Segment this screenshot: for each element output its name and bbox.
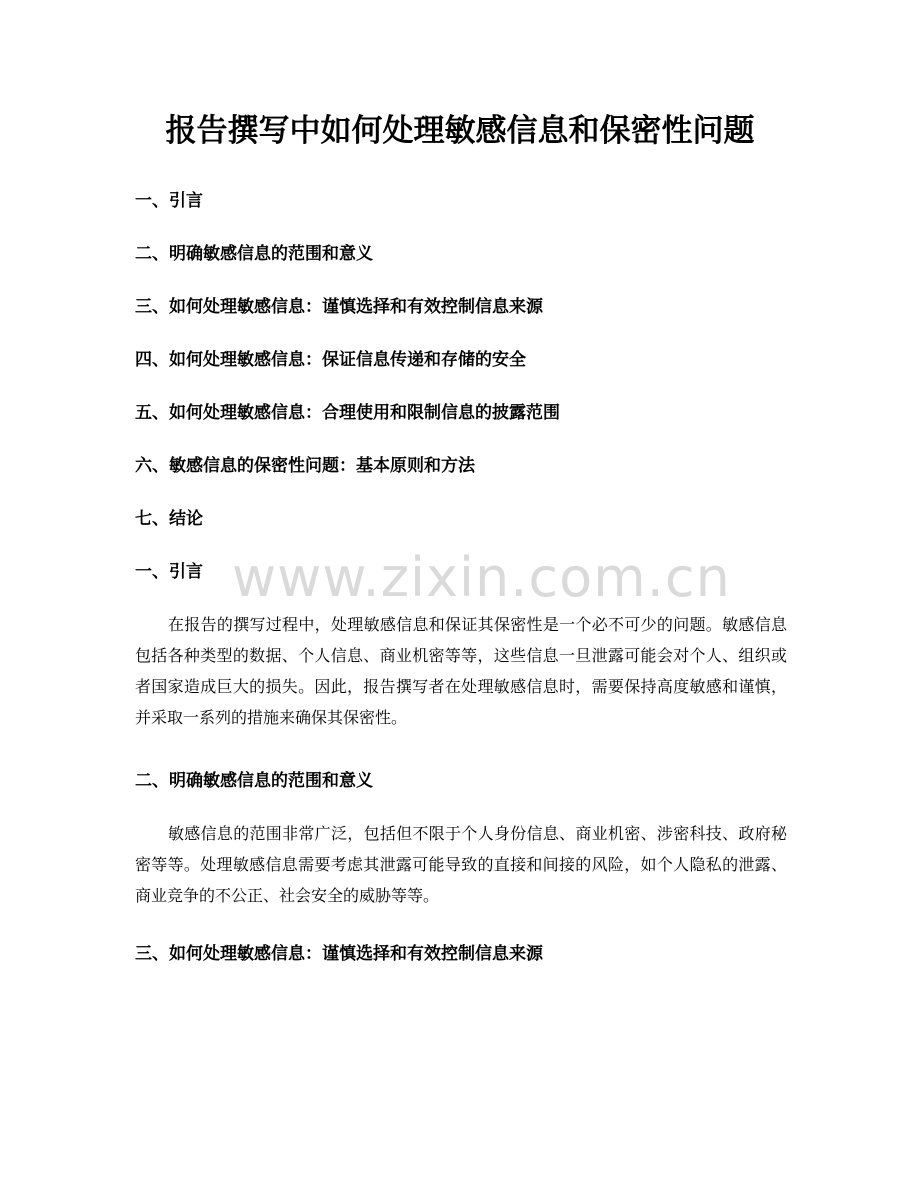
toc-item: 三、如何处理敏感信息：谨慎选择和有效控制信息来源 bbox=[135, 297, 543, 317]
section-heading: 三、如何处理敏感信息：谨慎选择和有效控制信息来源 bbox=[135, 944, 543, 964]
toc-item: 五、如何处理敏感信息：合理使用和限制信息的披露范围 bbox=[135, 403, 560, 423]
toc-item: 四、如何处理敏感信息：保证信息传递和存储的安全 bbox=[135, 350, 526, 370]
section-heading: 一、引言 bbox=[135, 562, 203, 582]
section-paragraph: 敏感信息的范围非常广泛，包括但不限于个人身份信息、商业机密、涉密科技、政府秘密等等。处理敏感信息需要考虑其泄露可能导致的直接和间接的风险，如个人隐私的泄露、商业竞争的不公正、社会安全的威胁等等。 bbox=[135, 824, 787, 905]
toc-item: 七、结论 bbox=[135, 509, 203, 529]
section-paragraph: 在报告的撰写过程中，处理敏感信息和保证其保密性是一个必不可少的问题。敏感信息包括各种类型的数据、个人信息、商业机密等等，这些信息一旦泄露可能会对个人、组织或者国家造成巨大的损失。因此，报告撰写者在处理敏感信息时，需要保持高度敏感和谨慎，并采取一系列的措施来确保其保密性。 bbox=[135, 615, 787, 727]
toc-item: 一、引言 bbox=[135, 191, 203, 211]
table-of-contents bbox=[135, 186, 795, 557]
watermark: www.zixin.com.cn bbox=[232, 546, 731, 609]
toc-item: 六、敏感信息的保密性问题：基本原则和方法 bbox=[135, 456, 475, 476]
toc-item: 二、明确敏感信息的范围和意义 bbox=[135, 244, 373, 264]
document-title: 报告撰写中如何处理敏感信息和保密性问题 bbox=[165, 113, 755, 149]
section-heading: 二、明确敏感信息的范围和意义 bbox=[135, 771, 373, 791]
